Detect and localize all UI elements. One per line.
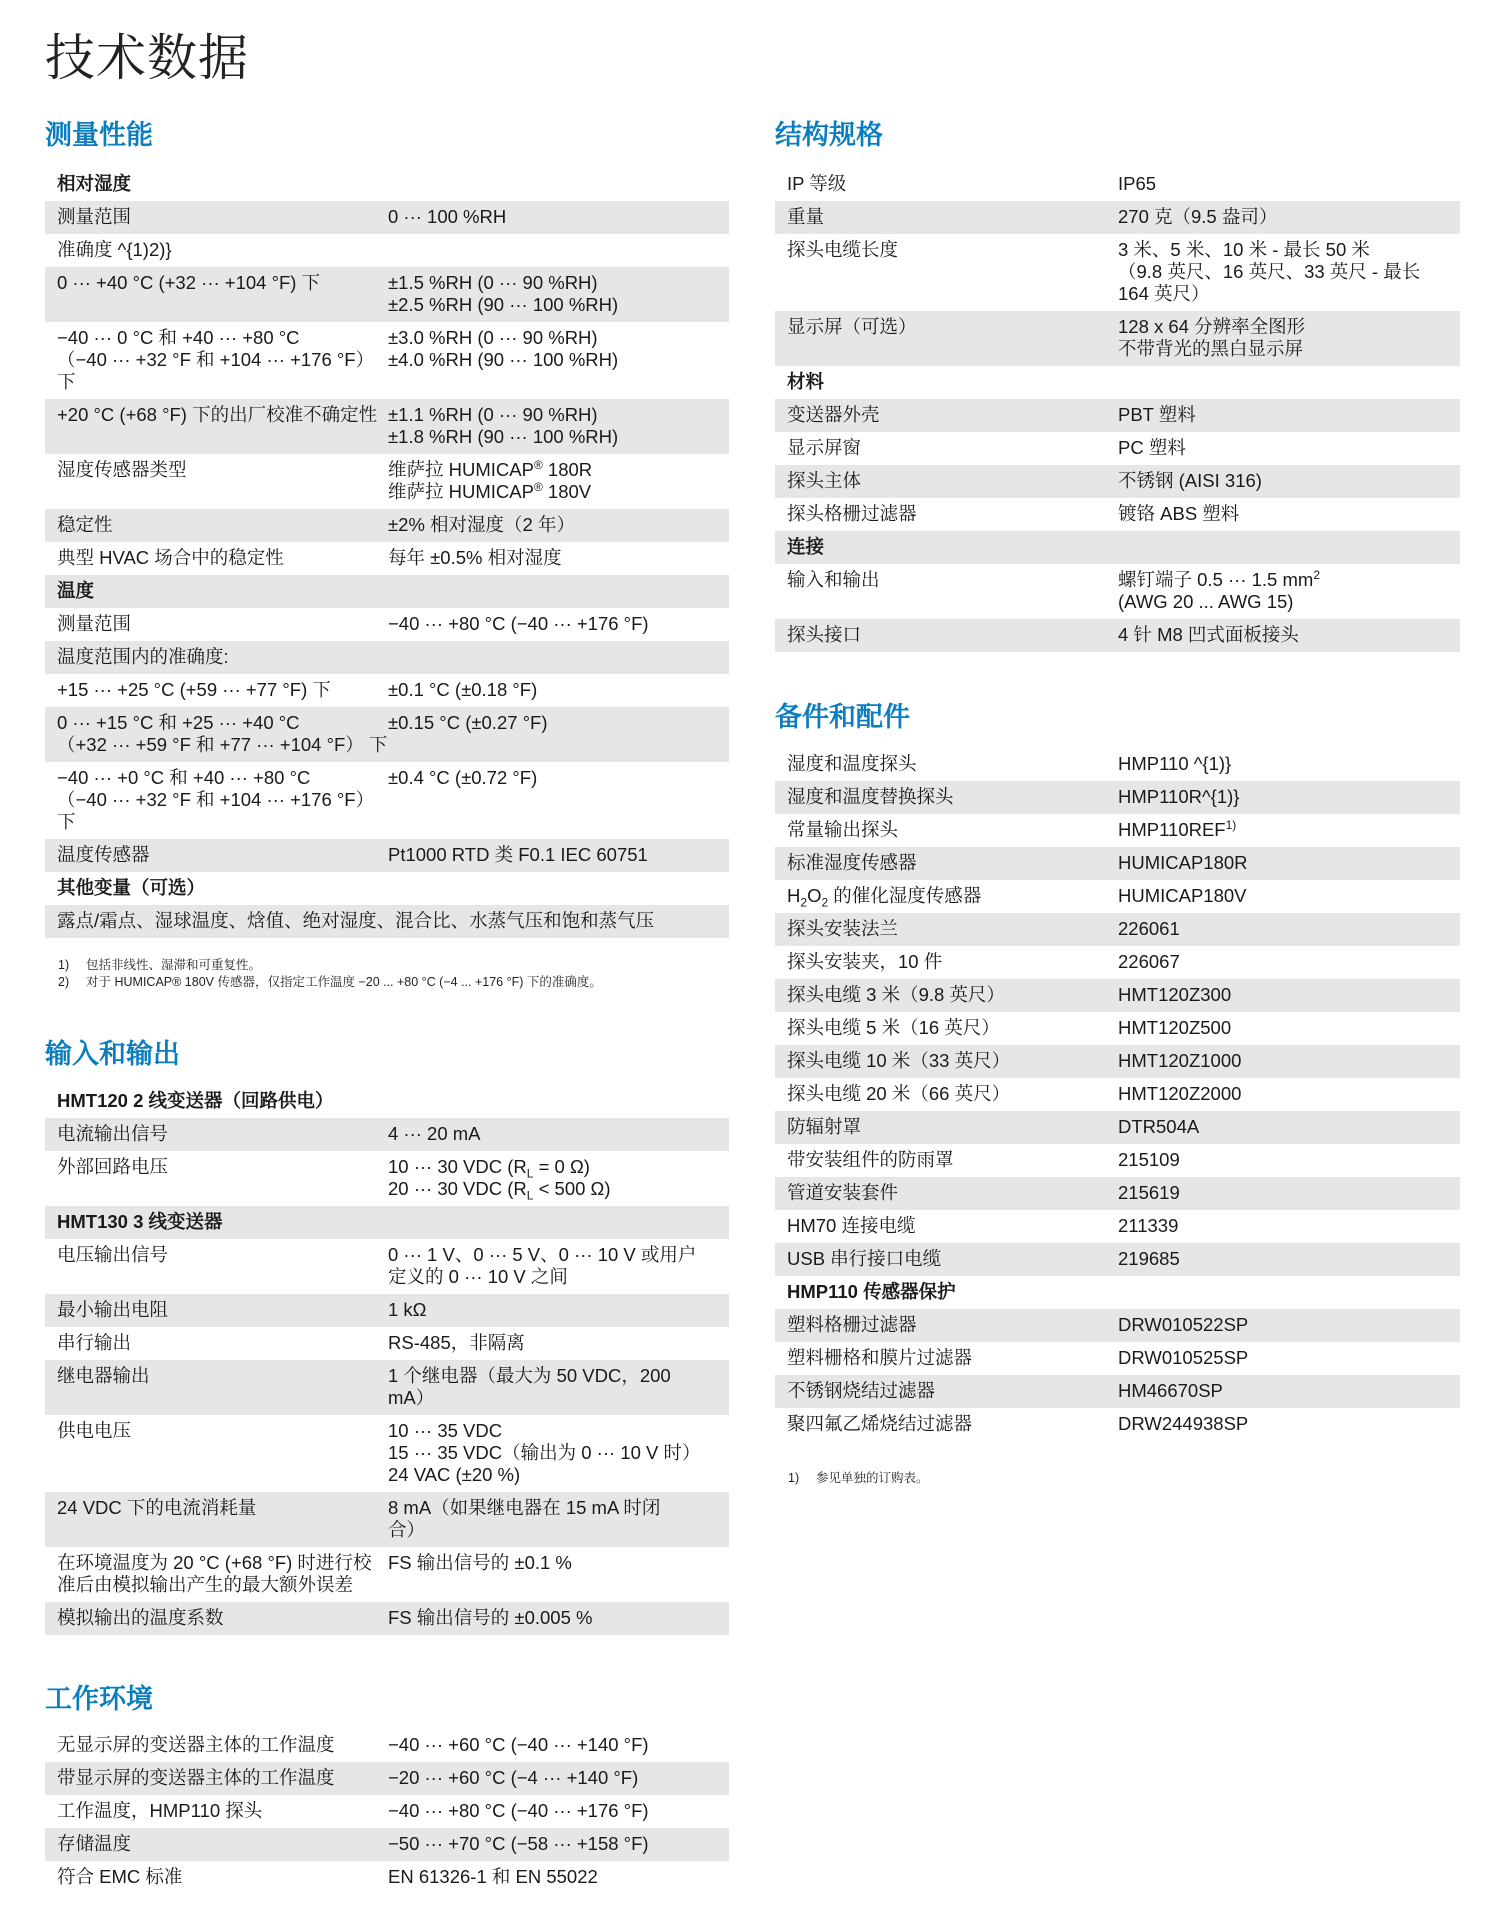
spec-label: 露点/霜点、湿球温度、焓值、绝对湿度、混合比、水蒸气压和饱和蒸气压 (57, 910, 655, 931)
section-heading-mechanical: 结构规格 (775, 120, 883, 150)
table-row (45, 1547, 729, 1602)
footnote-number: 2) (58, 975, 70, 989)
spec-label: 湿度传感器类型 (57, 459, 187, 480)
spec-label: 显示屏（可选） (787, 316, 917, 337)
spec-value: 4 针 M8 凹式面板接头 (1118, 624, 1299, 645)
spec-label: 管道安装套件 (787, 1182, 899, 1203)
spec-label: 0 ··· +15 °C 和 +25 ··· +40 °C （+32 ··· +59 °F 和 +77 ··· +104 °F） 下 (57, 712, 388, 755)
spec-value: ±0.15 °C (±0.27 °F) (388, 712, 548, 733)
spec-value: 128 x 64 分辨率全图形 不带背光的黑白显示屏 (1118, 316, 1306, 359)
table-row (775, 1111, 1460, 1144)
spec-value: 1 个继电器（最大为 50 VDC，200 mA） (388, 1365, 671, 1408)
spec-label: 不锈钢烧结过滤器 (787, 1380, 936, 1401)
spec-value: Pt1000 RTD 类 F0.1 IEC 60751 (388, 844, 648, 865)
spec-label: 湿度和温度探头 (787, 753, 917, 774)
spec-value: DRW010522SP (1118, 1314, 1249, 1335)
spec-label: 探头电缆 10 米（33 英尺） (787, 1050, 1011, 1071)
spec-label: 温度传感器 (57, 844, 150, 865)
table-subheader-row (45, 168, 729, 201)
table-row (45, 1239, 729, 1294)
table-row (775, 814, 1460, 847)
spec-value: −50 ··· +70 °C (−58 ··· +158 °F) (388, 1833, 649, 1854)
table-row (45, 1151, 729, 1206)
spec-label: 显示屏窗 (787, 437, 862, 458)
table-row (775, 1243, 1460, 1276)
spec-value: HMT120Z2000 (1118, 1083, 1242, 1104)
spec-value: −40 ··· +60 °C (−40 ··· +140 °F) (388, 1734, 649, 1755)
spec-value: DTR504A (1118, 1116, 1200, 1137)
table-row (775, 432, 1460, 465)
spec-value: 0 ··· 100 %RH (388, 206, 507, 227)
accessories-table (775, 748, 1460, 1441)
table-row (775, 748, 1460, 781)
spec-label: 聚四氟乙烯烧结过滤器 (787, 1413, 973, 1434)
spec-label: 24 VDC 下的电流消耗量 (57, 1497, 257, 1518)
spec-label: 探头主体 (787, 470, 862, 491)
table-row (45, 641, 729, 674)
table-row (45, 1828, 729, 1861)
spec-value: HMP110R^{1)} (1118, 786, 1240, 807)
spec-value: 镀铬 ABS 塑料 (1118, 503, 1240, 524)
section-heading-io: 输入和输出 (45, 1039, 180, 1069)
table-row (775, 619, 1460, 652)
table-row (775, 168, 1460, 201)
spec-label: 准确度 ^{1)2)} (57, 239, 172, 260)
spec-label: 防辐射罩 (787, 1116, 862, 1137)
table-row (775, 979, 1460, 1012)
environment-table (45, 1729, 729, 1894)
spec-value: PBT 塑料 (1118, 404, 1196, 425)
section-heading-measurement: 测量性能 (45, 120, 153, 150)
subheader-label: HMP110 传感器保护 (787, 1281, 956, 1302)
spec-label: 探头接口 (787, 624, 862, 645)
spec-value: 10 ··· 35 VDC 15 ··· 35 VDC（输出为 0 ··· 10 V 时） 24 VAC (±20 %) (388, 1420, 701, 1485)
spec-label: $H_2O_2$ 的催化湿度传感器 (787, 885, 982, 910)
table-row (45, 1602, 729, 1635)
table-subheader-row (45, 575, 729, 608)
spec-label: 塑料栅格和膜片过滤器 (787, 1347, 973, 1368)
spec-label: 湿度和温度替换探头 (787, 786, 954, 807)
spec-label: 探头电缆 3 米（9.8 英尺） (787, 984, 1005, 1005)
subheader-label: 其他变量（可选） (57, 877, 206, 898)
page-title: 技术数据 (45, 30, 249, 86)
table-row (45, 707, 729, 762)
spec-label: IP 等级 (787, 173, 847, 194)
spec-value: 3 米、5 米、10 米 - 最长 50 米 （9.8 英尺、16 英尺、33 英尺 - 最长 164 英尺） (1118, 239, 1421, 304)
table-row (45, 1327, 729, 1360)
spec-value: FS 输出信号的 ±0.1 % (388, 1552, 572, 1573)
spec-label: 带安装组件的防雨罩 (787, 1149, 954, 1170)
table-row (775, 1342, 1460, 1375)
spec-value: 211339 (1118, 1215, 1179, 1236)
spec-value: IP65 (1118, 173, 1157, 194)
table-row (45, 1118, 729, 1151)
spec-value: DRW010525SP (1118, 1347, 1249, 1368)
spec-value (388, 173, 729, 195)
spec-value: 不锈钢 (AISI 316) (1118, 470, 1262, 491)
table-row (775, 847, 1460, 880)
spec-label: 探头电缆 5 米（16 英尺） (787, 1017, 1000, 1038)
spec-label: 最小输出电阻 (57, 1299, 169, 1320)
table-row (775, 465, 1460, 498)
table-row (45, 1861, 729, 1894)
table-row (775, 1045, 1460, 1078)
spec-label: USB 串行接口电缆 (787, 1248, 942, 1269)
table-row (45, 1795, 729, 1828)
table-row (45, 267, 729, 322)
spec-label: 串行输出 (57, 1332, 132, 1353)
spec-value: 219685 (1118, 1248, 1180, 1269)
spec-value (1118, 536, 1460, 558)
footnote (788, 1470, 929, 1487)
spec-value: −20 ··· +60 °C (−4 ··· +140 °F) (388, 1767, 639, 1788)
spec-value (1118, 371, 1460, 393)
table-subheader-row (45, 1085, 729, 1118)
table-row (45, 1729, 729, 1762)
spec-value: FS 输出信号的 ±0.005 % (388, 1607, 593, 1628)
io-table (45, 1085, 729, 1635)
footnote (58, 974, 602, 991)
subheader-label: HMT130 3 线变送器 (57, 1211, 223, 1232)
footnote (58, 957, 602, 974)
spec-value: 1 kΩ (388, 1299, 427, 1320)
spec-label: 电流输出信号 (57, 1123, 169, 1144)
spec-label: 探头安装夹，10 件 (787, 951, 943, 972)
table-row (775, 1309, 1460, 1342)
spec-label: 探头电缆 20 米（66 英尺） (787, 1083, 1011, 1104)
spec-label: 探头安装法兰 (787, 918, 899, 939)
spec-label: 重量 (787, 206, 825, 227)
spec-label: 测量范围 (57, 613, 132, 634)
spec-value: RS-485，非隔离 (388, 1332, 525, 1353)
table-row (775, 781, 1460, 814)
table-row (775, 946, 1460, 979)
table-subheader-row (45, 872, 729, 905)
spec-value: 8 mA（如果继电器在 15 mA 时闭 合） (388, 1497, 661, 1540)
spec-value: HMT120Z1000 (1118, 1050, 1242, 1071)
spec-value: DRW244938SP (1118, 1413, 1249, 1434)
spec-value: 维萨拉 HUMICAP® 180R 维萨拉 HUMICAP® 180V (388, 457, 593, 502)
spec-label: 电压输出信号 (57, 1244, 169, 1265)
spec-label: 无显示屏的变送器主体的工作温度 (57, 1734, 335, 1755)
spec-value: EN 61326-1 和 EN 55022 (388, 1866, 598, 1887)
table-row (775, 311, 1460, 366)
spec-label: 温度范围内的准确度: (57, 646, 229, 667)
spec-label: 工作温度，HMP110 探头 (57, 1800, 263, 1821)
spec-label: +15 ··· +25 °C (+59 ··· +77 °F) 下 (57, 679, 331, 700)
table-row (775, 1144, 1460, 1177)
table-row (45, 1294, 729, 1327)
spec-label: 塑料格栅过滤器 (787, 1314, 917, 1335)
spec-value: HMP110REF$^{1)}$ (1118, 817, 1237, 840)
spec-label: 符合 EMC 标准 (57, 1866, 183, 1887)
spec-label: 继电器输出 (57, 1365, 150, 1386)
spec-value (388, 646, 729, 668)
measurement-table (45, 168, 729, 938)
table-row (45, 1492, 729, 1547)
spec-value: 10 ··· 30 VDC ($R_L = 0$ Ω) 20 ··· 30 VDC ($R_L < 500$ Ω) (388, 1156, 611, 1203)
table-row (45, 454, 729, 509)
footnote-number: 1) (58, 958, 70, 972)
spec-value (388, 580, 729, 602)
spec-value: ±0.1 °C (±0.18 °F) (388, 679, 538, 700)
section-heading-environment: 工作环境 (45, 1684, 153, 1714)
spec-value: −40 ··· +80 °C (−40 ··· +176 °F) (388, 613, 649, 634)
spec-value (1118, 1281, 1460, 1303)
subheader-label: 材料 (787, 371, 825, 392)
table-row (45, 905, 729, 938)
table-row (45, 509, 729, 542)
spec-value: 4 ··· 20 mA (388, 1123, 481, 1144)
spec-label: 输入和输出 (787, 569, 880, 590)
spec-value: 226067 (1118, 951, 1180, 972)
table-row (775, 498, 1460, 531)
spec-value: ±2% 相对湿度（2 年） (388, 514, 575, 535)
table-row (45, 1762, 729, 1795)
accessories-footnotes (788, 1470, 929, 1487)
footnote-number: 1) (788, 1471, 800, 1485)
spec-value: 226061 (1118, 918, 1180, 939)
spec-value: 0 ··· 1 V、0 ··· 5 V、0 ··· 10 V 或用户 定义的 0 ··· 10 V 之间 (388, 1244, 697, 1287)
table-row (45, 674, 729, 707)
spec-value: ±1.5 %RH (0 ··· 90 %RH) ±2.5 %RH (90 ··· 100 %RH) (388, 272, 619, 315)
table-row (45, 1415, 729, 1492)
table-row (775, 1012, 1460, 1045)
spec-label: 0 ··· +40 °C (+32 ··· +104 °F) 下 (57, 272, 321, 293)
table-row (45, 1360, 729, 1415)
spec-value: 270 克（9.5 盎司） (1118, 206, 1278, 227)
spec-value: 螺钉端子 0.5 ··· 1.5 $mm^2$ (AWG 20 ... AWG 15) (1118, 567, 1320, 612)
spec-value: HM46670SP (1118, 1380, 1223, 1401)
spec-label: 典型 HVAC 场合中的稳定性 (57, 547, 284, 568)
table-row (45, 542, 729, 575)
spec-label: 常量输出探头 (787, 819, 899, 840)
table-row (775, 1375, 1460, 1408)
spec-label: 外部回路电压 (57, 1156, 169, 1177)
subheader-label: 连接 (787, 536, 825, 557)
spec-label: 探头电缆长度 (787, 239, 899, 260)
spec-value: PC 塑料 (1118, 437, 1186, 458)
spec-value: ±3.0 %RH (0 ··· 90 %RH) ±4.0 %RH (90 ··· 100 %RH) (388, 327, 619, 370)
spec-value: HUMICAP180R (1118, 852, 1248, 873)
footnote-text: 对于 HUMICAP® 180V 传感器，仅指定工作温度 −20 ... +80 °C (−4 ... +176 °F) 下的准确度。 (86, 975, 602, 989)
spec-label: −40 ··· +0 °C 和 +40 ··· +80 °C （−40 ··· +32 °F 和 +104 ··· +176 °F） 下 (57, 767, 375, 832)
spec-label: 在环境温度为 20 °C (+68 °F) 时进行校 准后由模拟输出产生的最大额外误差 (57, 1552, 372, 1595)
spec-value: 215619 (1118, 1182, 1180, 1203)
table-subheader-row (775, 531, 1460, 564)
measurement-footnotes (58, 957, 602, 991)
footnote-text: 包括非线性、湿滞和可重复性。 (86, 958, 262, 972)
spec-value: −40 ··· +80 °C (−40 ··· +176 °F) (388, 1800, 649, 1821)
table-row (45, 608, 729, 641)
spec-label: HM70 连接电缆 (787, 1215, 916, 1236)
spec-label: 标准湿度传感器 (787, 852, 917, 873)
table-subheader-row (45, 1206, 729, 1239)
spec-value: ±0.4 °C (±0.72 °F) (388, 767, 538, 788)
spec-value: ±1.1 %RH (0 ··· 90 %RH) ±1.8 %RH (90 ··· 100 %RH) (388, 404, 619, 447)
subheader-label: HMT120 2 线变送器（回路供电） (57, 1090, 334, 1111)
spec-label: 模拟输出的温度系数 (57, 1607, 224, 1628)
spec-value (388, 239, 729, 261)
table-row (775, 234, 1460, 311)
spec-value: HMT120Z300 (1118, 984, 1232, 1005)
spec-value: 215109 (1118, 1149, 1180, 1170)
spec-value (388, 877, 729, 899)
spec-value: 每年 ±0.5% 相对湿度 (388, 547, 562, 568)
spec-value: HUMICAP180V (1118, 885, 1247, 906)
table-row (45, 322, 729, 399)
table-row (775, 1078, 1460, 1111)
mechanical-table (775, 168, 1460, 652)
spec-label: 测量范围 (57, 206, 132, 227)
spec-label: +20 °C (+68 °F) 下的出厂校准不确定性 (57, 404, 378, 425)
table-subheader-row (775, 1276, 1460, 1309)
spec-label: 带显示屏的变送器主体的工作温度 (57, 1767, 335, 1788)
table-row (775, 201, 1460, 234)
subheader-label: 温度 (57, 580, 95, 601)
table-row (45, 234, 729, 267)
section-heading-accessories: 备件和配件 (775, 702, 910, 732)
table-row (45, 399, 729, 454)
table-subheader-row (775, 366, 1460, 399)
table-row (775, 399, 1460, 432)
table-row (45, 762, 729, 839)
table-row (45, 839, 729, 872)
spec-label: 探头格栅过滤器 (787, 503, 917, 524)
spec-value: HMP110 ^{1)} (1118, 753, 1232, 774)
table-row (775, 1408, 1460, 1441)
spec-label: 稳定性 (57, 514, 113, 535)
footnote-text: 参见单独的订购表。 (816, 1471, 929, 1485)
spec-value (388, 1090, 729, 1112)
spec-value (388, 1211, 729, 1233)
table-row (775, 913, 1460, 946)
subheader-label: 相对湿度 (57, 173, 132, 194)
table-row (775, 1177, 1460, 1210)
spec-label: −40 ··· 0 °C 和 +40 ··· +80 °C （−40 ··· +32 °F 和 +104 ··· +176 °F） 下 (57, 327, 375, 392)
spec-value: HMT120Z500 (1118, 1017, 1232, 1038)
table-row (775, 564, 1460, 619)
spec-label: 存储温度 (57, 1833, 132, 1854)
table-row (775, 880, 1460, 913)
table-row (45, 201, 729, 234)
spec-label: 变送器外壳 (787, 404, 880, 425)
spec-label: 供电电压 (57, 1420, 132, 1441)
table-row (775, 1210, 1460, 1243)
